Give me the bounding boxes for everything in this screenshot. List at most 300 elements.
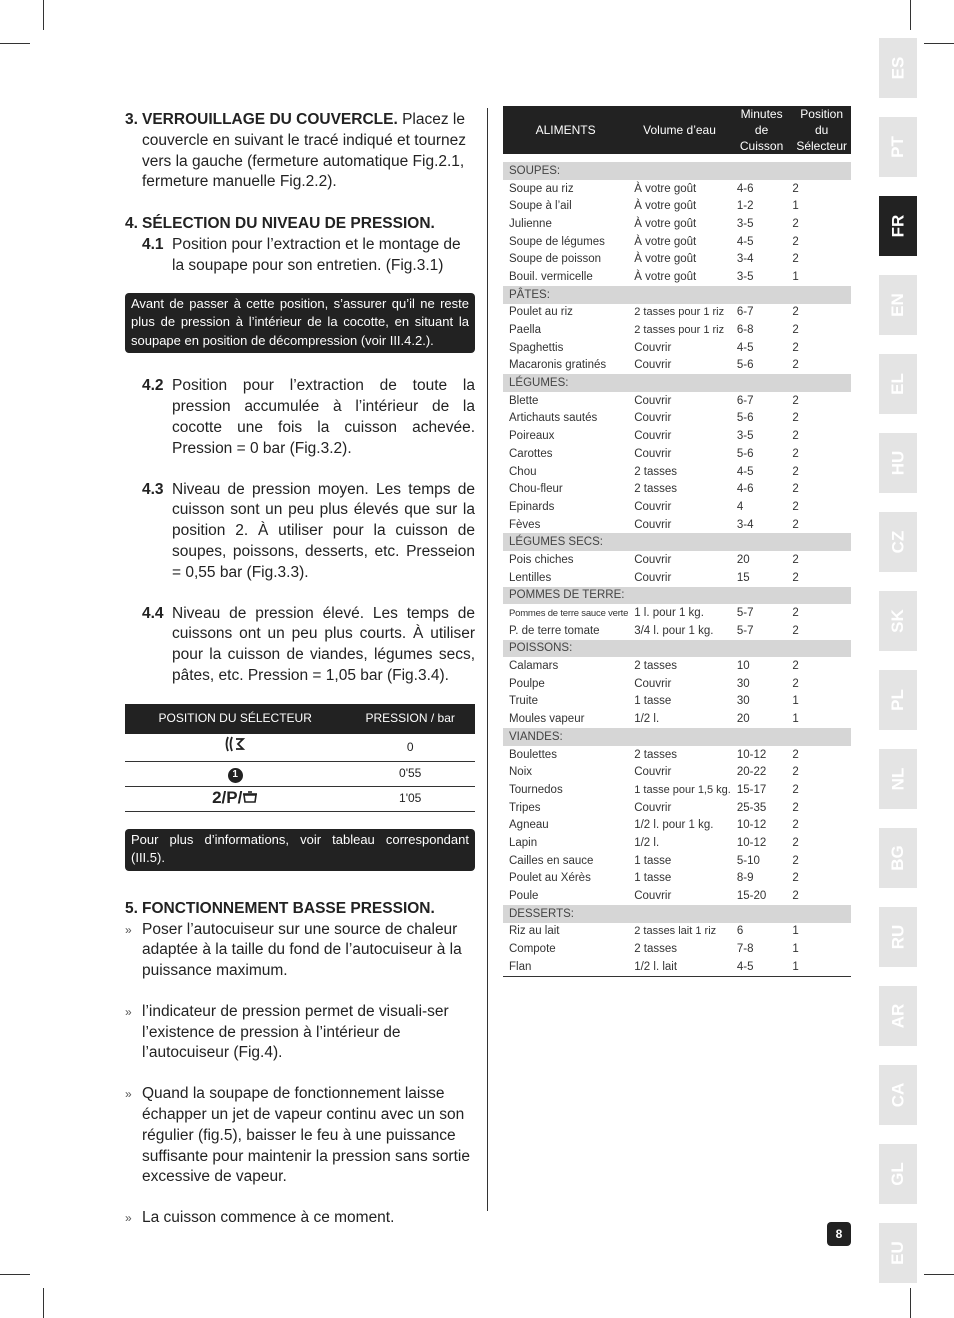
- cooking-minutes: 15-20: [736, 890, 767, 903]
- table-row: [503, 834, 851, 852]
- tab-eu[interactable]: [879, 1223, 917, 1283]
- food-name: Macaronis gratinés: [509, 359, 607, 372]
- tab-label: EN: [888, 293, 907, 317]
- selector-position: 2: [792, 748, 799, 761]
- food-name: Soupe au riz: [509, 182, 574, 195]
- crop-mark: [924, 43, 954, 44]
- selector-symbol: 1: [232, 769, 238, 781]
- pot-icon: [242, 790, 258, 804]
- selector-position: 2: [792, 394, 799, 407]
- category-row: [503, 640, 851, 658]
- list-item: [125, 1084, 475, 1188]
- selector-position: 2: [792, 217, 799, 230]
- table-row: [503, 887, 851, 905]
- table-row: [503, 799, 851, 817]
- bullet-mark: »: [125, 922, 132, 937]
- food-name: Cailles en sauce: [509, 854, 594, 867]
- table-row: [503, 763, 851, 781]
- water-volume: Couvrir: [634, 412, 672, 425]
- pressure-table: [125, 704, 475, 812]
- page-number: 8: [827, 1222, 851, 1246]
- selector-position: 1: [792, 200, 799, 213]
- cooking-minutes: 10-12: [736, 748, 767, 761]
- food-name: Soupe de poisson: [509, 253, 602, 266]
- food-name: Tournedos: [509, 783, 563, 796]
- cooking-minutes: 15: [736, 571, 750, 584]
- water-volume: 1/2 l.: [634, 836, 660, 849]
- subsection-number: 4.4: [142, 604, 164, 622]
- food-name: Poulet au Xérès: [509, 872, 591, 885]
- selector-symbol: 2/P/: [212, 787, 243, 807]
- table-row: [503, 304, 851, 322]
- table-row: [503, 180, 851, 198]
- section-title: SÉLECTION DU NIVEAU DE PRESSION.: [142, 215, 435, 233]
- tab-label: RU: [888, 924, 907, 950]
- category-label: POISSONS:: [503, 640, 851, 658]
- selector-position: 2: [792, 500, 799, 513]
- selector-position: 1: [792, 958, 851, 976]
- steam-release-icon: [224, 735, 246, 753]
- water-volume: À votre goût: [634, 182, 697, 195]
- water-volume: 2 tasses lait 1 riz: [634, 925, 717, 938]
- water-volume: 2 tasses: [634, 483, 678, 496]
- selector-position: 1: [792, 270, 799, 283]
- food-name: Flan: [503, 958, 628, 976]
- food-name: Epinards: [509, 500, 555, 513]
- table-row: [503, 852, 851, 870]
- water-volume: 1 l. pour 1 kg.: [634, 607, 704, 620]
- cooking-minutes: 5-6: [736, 359, 754, 372]
- list-item-text: La cuisson commence à ce moment.: [142, 1209, 395, 1227]
- table-row: [503, 657, 851, 675]
- food-name: Noix: [509, 766, 533, 779]
- info-note: Pour plus d’informations, voir tableau correspondant (III.5).: [125, 829, 475, 871]
- food-name: Pommes de terre sauce verte: [509, 607, 629, 619]
- category-label: VIANDES:: [503, 728, 851, 746]
- water-volume: 3/4 l. pour 1 kg.: [634, 624, 714, 637]
- cooking-minutes: 5-7: [736, 624, 754, 637]
- table-row: [503, 870, 851, 888]
- pressure-value: 0'55: [345, 761, 475, 786]
- table-row: [503, 604, 851, 622]
- cooking-minutes: 5-6: [736, 412, 754, 425]
- food-name: Spaghettis: [509, 341, 564, 354]
- selector-position: 2: [792, 235, 799, 248]
- column-header: Volume d’eau: [628, 106, 731, 154]
- cooking-minutes: 8-9: [736, 872, 754, 885]
- food-name: P. de terre tomate: [509, 624, 600, 637]
- category-label: POMMES DE TERRE:: [503, 587, 851, 605]
- cooking-minutes: 3-5: [736, 217, 754, 230]
- table-row: [503, 781, 851, 799]
- tab-label: PT: [887, 136, 907, 158]
- list-item: [125, 1002, 475, 1064]
- cooking-minutes: 5-6: [736, 447, 754, 460]
- food-name: Poireaux: [509, 430, 555, 443]
- tab-pt[interactable]: [879, 117, 917, 177]
- water-volume: Couvrir: [634, 571, 672, 584]
- cooking-times-table: [503, 106, 851, 977]
- subsection-number: 4.2: [142, 377, 164, 395]
- cooking-minutes: 20-22: [736, 766, 767, 779]
- section-text: Placez le couvercle en suivant le tracé indiqué et tournez vers la gauche (fermeture automatique Fig.2.1, fermeture manuelle Fig.2.2).: [142, 111, 466, 191]
- selector-position: 2: [792, 766, 799, 779]
- water-volume: À votre goût: [634, 270, 697, 283]
- tab-ca[interactable]: [879, 1065, 917, 1125]
- selector-position: 2: [792, 430, 799, 443]
- subsection-4-1: [142, 235, 475, 277]
- food-name: Fèves: [509, 518, 541, 531]
- table-row: [503, 569, 851, 587]
- list-item-text: l’indicateur de pression permet de visuali-ser l’existence de pression à l’intérieur de l’autocuiseur (Fig.4).: [142, 1002, 449, 1062]
- food-name: Boulettes: [509, 748, 557, 761]
- position-one-icon: [228, 768, 243, 783]
- water-volume: Couvrir: [634, 518, 672, 531]
- pressure-value: 0: [345, 734, 475, 761]
- cooking-minutes: 1-2: [736, 200, 754, 213]
- bullet-mark: »: [125, 1211, 132, 1226]
- water-volume: 1/2 l. pour 1 kg.: [634, 819, 714, 832]
- subsection-number: 4.1: [142, 235, 164, 253]
- food-name: Julienne: [509, 217, 552, 230]
- category-row: [503, 728, 851, 746]
- water-volume: 2 tasses: [634, 465, 678, 478]
- food-name: Artichauts sautés: [509, 412, 598, 425]
- section-number: 5.: [125, 899, 138, 917]
- tab-pl[interactable]: [879, 670, 917, 730]
- cooking-minutes: 3-4: [736, 253, 754, 266]
- category-row: [503, 587, 851, 605]
- water-volume: 1 tasse: [634, 854, 672, 867]
- table-row: [503, 940, 851, 958]
- water-volume: À votre goût: [634, 200, 697, 213]
- tab-ru[interactable]: [879, 907, 917, 967]
- tab-sk[interactable]: [879, 591, 917, 651]
- bullet-mark: »: [125, 1004, 132, 1019]
- cooking-minutes: 6: [736, 925, 744, 938]
- food-name: Blette: [509, 394, 539, 407]
- cooking-minutes: 25-35: [736, 801, 767, 814]
- list-item-text: Quand la soupape de fonctionnement laisse échapper un jet de vapeur continu avec un son régulier (fig.5), baisser le feu à une puissance suffisante pour maintenir la pression sans sortie excessive de vapeur.: [142, 1085, 470, 1186]
- selector-position: 2: [792, 324, 799, 337]
- tab-label: AR: [888, 1003, 907, 1029]
- tab-label: EU: [888, 1241, 907, 1265]
- selector-position: 2: [792, 182, 799, 195]
- category-row: [503, 905, 851, 923]
- food-name: Compote: [509, 943, 556, 956]
- cooking-minutes: 30: [736, 695, 750, 708]
- tab-nl[interactable]: [879, 749, 917, 809]
- selector-position: 2: [792, 660, 799, 673]
- food-name: Lapin: [509, 836, 538, 849]
- food-name: Lentilles: [509, 571, 552, 584]
- category-label: LÉGUMES SECS:: [503, 533, 851, 551]
- table-row: [503, 746, 851, 764]
- cooking-minutes: 10-12: [736, 836, 767, 849]
- selector-symbol-cell: [125, 734, 345, 761]
- cooking-minutes: 7-8: [736, 943, 754, 956]
- selector-position: 2: [792, 854, 799, 867]
- selector-position: 2: [792, 624, 799, 637]
- table-row: [503, 339, 851, 357]
- tab-hu[interactable]: [879, 433, 917, 493]
- table-header-row: [503, 106, 851, 154]
- food-name: Carottes: [509, 447, 553, 460]
- selector-position: 2: [792, 607, 799, 620]
- food-name: Chou-fleur: [509, 483, 563, 496]
- food-name: Bouil. vermicelle: [509, 270, 593, 283]
- subsection-4-4: [142, 604, 475, 687]
- tab-gl[interactable]: [879, 1144, 917, 1204]
- cooking-minutes: 30: [736, 677, 750, 690]
- water-volume: 1 tasse: [634, 695, 672, 708]
- column-divider: [487, 108, 488, 1211]
- subsection-text: Position pour l’extraction de toute la pression accumulée à l’intérieur de la cocotte une fois la cuisson achevée. Pression = 0 bar (Fig.3.2).: [172, 377, 475, 457]
- selector-symbol-cell: [125, 786, 345, 811]
- section-5-heading: [125, 899, 475, 920]
- food-name: Tripes: [509, 801, 541, 814]
- food-name: Poulpe: [509, 677, 545, 690]
- category-row: [503, 374, 851, 392]
- table-row: [503, 816, 851, 834]
- tab-fr[interactable]: [879, 196, 917, 256]
- food-name: Poule: [509, 890, 539, 903]
- table-row: [503, 321, 851, 339]
- water-volume: 1/2 l.: [634, 713, 660, 726]
- water-volume: 1 tasse pour 1,5 kg.: [634, 783, 731, 796]
- selector-position: 2: [792, 801, 799, 814]
- water-volume: Couvrir: [634, 430, 672, 443]
- food-name: Soupe de légumes: [509, 235, 605, 248]
- food-name: Poulet au riz: [509, 306, 573, 319]
- crop-mark: [43, 0, 44, 30]
- cooking-minutes: 3-5: [736, 430, 754, 443]
- selector-symbol-cell: [125, 761, 345, 786]
- water-volume: Couvrir: [634, 500, 672, 513]
- selector-position: 2: [792, 553, 799, 566]
- cooking-minutes: 20: [736, 713, 750, 726]
- selector-position: 2: [792, 483, 799, 496]
- section-4-heading: [125, 214, 475, 235]
- cooking-minutes: 4-5: [736, 235, 754, 248]
- cooking-minutes: 5-7: [736, 607, 754, 620]
- table-row: [503, 410, 851, 428]
- food-name: Agneau: [509, 819, 549, 832]
- cooking-minutes: 4: [736, 500, 744, 513]
- tab-label: GL: [887, 1162, 907, 1186]
- column-header: ALIMENTS: [503, 106, 628, 154]
- tab-label: SK: [888, 609, 907, 633]
- table-row: [125, 761, 475, 786]
- water-volume: À votre goût: [634, 235, 697, 248]
- cooking-minutes: 4-5: [736, 465, 754, 478]
- category-row: [503, 162, 851, 180]
- category-label: PÂTES:: [503, 286, 851, 304]
- column-header: PRESSION / bar: [345, 704, 475, 734]
- cooking-minutes: 6-7: [736, 394, 754, 407]
- subsection-text: Niveau de pression moyen. Les temps de cuisson sont un peu plus élevés que sur la position 2. À utiliser pour la cuisson de soupes, poissons, desserts, etc. Presseion = 0,55 bar (Fig.3.3).: [172, 480, 475, 581]
- cooking-minutes: 4-6: [736, 182, 754, 195]
- category-label: LÉGUMES:: [503, 374, 851, 392]
- header-spacer: [503, 154, 851, 162]
- water-volume: Couvrir: [634, 394, 672, 407]
- table-row: [503, 215, 851, 233]
- selector-position: 2: [792, 341, 799, 354]
- list-item: [125, 920, 475, 982]
- cooking-minutes: 4-5: [731, 958, 792, 976]
- table-row: [503, 498, 851, 516]
- tab-label: NL: [887, 767, 907, 791]
- cooking-minutes: 10-12: [736, 819, 767, 832]
- crop-mark: [910, 0, 911, 30]
- water-volume: Couvrir: [634, 890, 672, 903]
- subsection-text: Niveau de pression élevé. Les temps de cuissons ont un peu plus courts. À utiliser pour la cuisson de viandes, légumes secs, pâtes, etc. Pression = 1,05 bar (Fig.3.4).: [172, 604, 475, 684]
- crop-mark: [43, 1288, 44, 1318]
- cooking-minutes: 6-7: [736, 306, 754, 319]
- crop-mark: [924, 1274, 954, 1275]
- tab-bg[interactable]: [879, 828, 917, 888]
- selector-position: 2: [792, 253, 799, 266]
- selector-position: 1: [792, 713, 799, 726]
- tab-label: BG: [888, 845, 907, 871]
- table-row: [503, 233, 851, 251]
- section-3-body: [142, 110, 475, 193]
- water-volume: Couvrir: [634, 447, 672, 460]
- table-row: [503, 197, 851, 215]
- table-row: [125, 786, 475, 811]
- subsection-4-2: [142, 376, 475, 459]
- tab-label: FR: [887, 214, 907, 238]
- selector-position: 1: [792, 943, 799, 956]
- subsection-number: 4.3: [142, 480, 164, 498]
- category-label: DESSERTS:: [503, 905, 851, 923]
- cooking-minutes: 10: [736, 660, 750, 673]
- tab-cz[interactable]: [879, 512, 917, 572]
- food-name: Riz au lait: [509, 925, 560, 938]
- table-row: [503, 693, 851, 711]
- selector-position: 2: [792, 872, 799, 885]
- tab-el[interactable]: [879, 354, 917, 414]
- selector-position: 2: [792, 412, 799, 425]
- column-header: Minutes de Cuisson: [731, 106, 792, 154]
- food-name: Truite: [509, 695, 538, 708]
- table-row: [503, 516, 851, 534]
- food-name: Moules vapeur: [509, 713, 585, 726]
- cooking-minutes: 6-8: [736, 324, 754, 337]
- pressure-value: 1'05: [345, 786, 475, 811]
- left-column: [125, 110, 475, 1229]
- water-volume: Couvrir: [634, 359, 672, 372]
- table-row: [503, 923, 851, 941]
- column-header: Position du Sélecteur: [792, 106, 851, 154]
- section-3: [125, 110, 475, 193]
- section-number: 4.: [125, 215, 138, 233]
- tab-label: CZ: [887, 530, 907, 554]
- selector-position: 1: [792, 925, 799, 938]
- table-row: [503, 250, 851, 268]
- selector-position: 2: [792, 836, 799, 849]
- selector-position: 2: [792, 359, 799, 372]
- table-row: [503, 710, 851, 728]
- table-row: [503, 958, 851, 976]
- warning-note: Avant de passer à cette position, s’assurer qu’il ne reste plus de pression à l’intérieur de la cocotte, en situant la soupape en position de décompression (voir III.4.2.).: [125, 293, 475, 354]
- table-row: [503, 622, 851, 640]
- selector-position: 2: [792, 518, 799, 531]
- selector-position: 2: [792, 677, 799, 690]
- section-number: 3.: [125, 111, 138, 128]
- cooking-minutes: 4-5: [736, 341, 754, 354]
- selector-position: 2: [792, 571, 799, 584]
- food-name: Calamars: [509, 660, 559, 673]
- tab-label: PL: [887, 689, 907, 711]
- column-header: POSITION DU SÉLECTEUR: [125, 704, 345, 734]
- water-volume: 1/2 l. lait: [628, 958, 731, 976]
- food-name: Paella: [509, 324, 541, 337]
- category-row: [503, 286, 851, 304]
- subsection-4-3: [142, 480, 475, 584]
- water-volume: À votre goût: [634, 217, 697, 230]
- water-volume: À votre goût: [634, 253, 697, 266]
- section-title: FONCTIONNEMENT BASSE PRESSION.: [142, 899, 435, 917]
- water-volume: Couvrir: [634, 553, 672, 566]
- tab-label: ES: [888, 56, 907, 80]
- tab-en[interactable]: [879, 275, 917, 335]
- cooking-minutes: 3-4: [736, 518, 754, 531]
- tab-label: HU: [888, 450, 907, 476]
- water-volume: Couvrir: [634, 341, 672, 354]
- selector-position: 2: [792, 447, 799, 460]
- selector-position: 2: [792, 819, 799, 832]
- crop-mark: [0, 43, 30, 44]
- table-row: [503, 268, 851, 286]
- crop-mark: [910, 1288, 911, 1318]
- water-volume: Couvrir: [634, 801, 672, 814]
- category-row: [503, 533, 851, 551]
- cooking-minutes: 4-6: [736, 483, 754, 496]
- cooking-minutes: 5-10: [736, 854, 760, 867]
- table-row: [503, 427, 851, 445]
- water-volume: 2 tasses pour 1 riz: [634, 306, 725, 319]
- table-row: [503, 392, 851, 410]
- table-row: [503, 675, 851, 693]
- list-item: [125, 1208, 475, 1229]
- table-row: [503, 357, 851, 375]
- cooking-table-body: [503, 162, 851, 976]
- tab-ar[interactable]: [879, 986, 917, 1046]
- table-row: [503, 445, 851, 463]
- food-name: Soupe à l’ail: [509, 200, 572, 213]
- selector-position: 1: [792, 695, 799, 708]
- table-row: [503, 480, 851, 498]
- water-volume: 2 tasses pour 1 riz: [634, 324, 725, 337]
- water-volume: 2 tasses: [634, 943, 678, 956]
- subsection-text: Position pour l’extraction et le montage de la soupape pour son entretien. (Fig.3.1): [172, 235, 461, 274]
- table-row: [125, 734, 475, 761]
- category-label: SOUPES:: [503, 162, 851, 180]
- selector-position: 2: [792, 306, 799, 319]
- tab-es[interactable]: [879, 38, 917, 98]
- water-volume: 1 tasse: [634, 872, 672, 885]
- water-volume: Couvrir: [634, 677, 672, 690]
- water-volume: 2 tasses: [634, 660, 678, 673]
- food-name: Pois chiches: [509, 553, 574, 566]
- selector-position: 2: [792, 783, 799, 796]
- table-row: [503, 551, 851, 569]
- tab-label: CA: [888, 1082, 907, 1108]
- selector-position: 2: [792, 465, 799, 478]
- food-name: Chou: [509, 465, 537, 478]
- section-title: VERROUILLAGE DU COUVERCLE.: [142, 111, 398, 128]
